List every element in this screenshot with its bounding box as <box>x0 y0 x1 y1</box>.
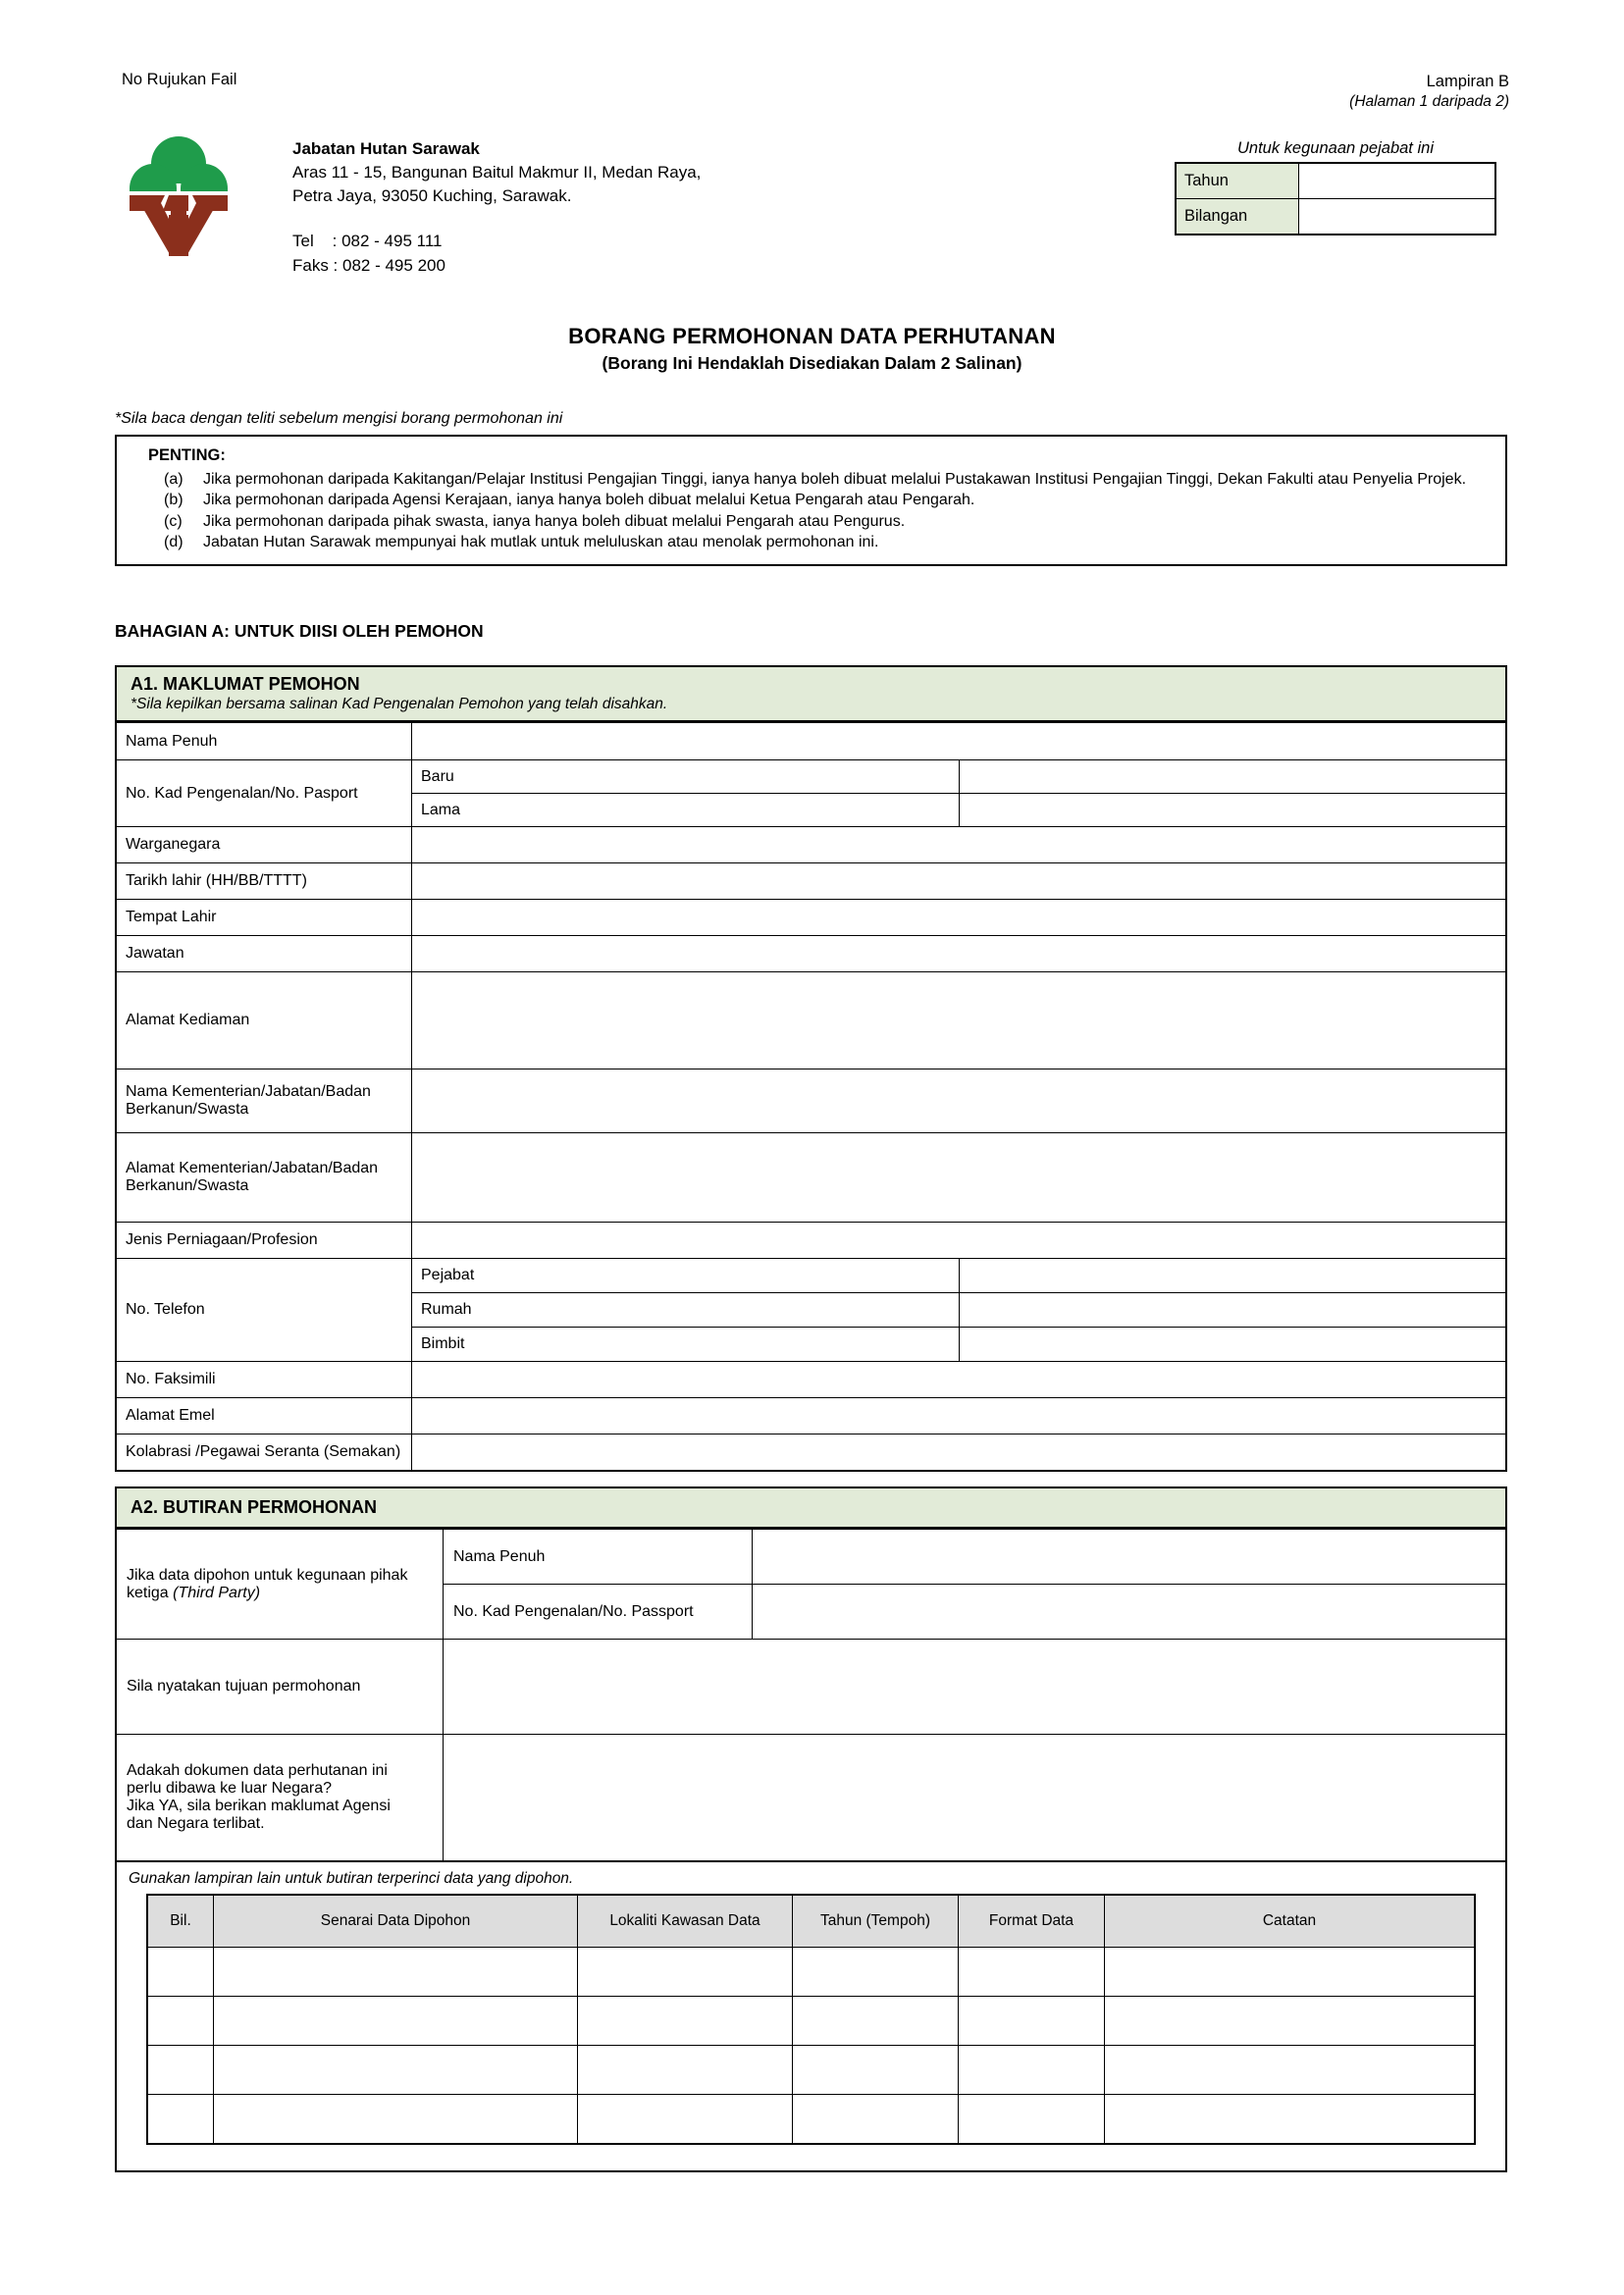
field-label-tempat-lahir: Tempat Lahir <box>116 900 412 936</box>
cell-catatan[interactable] <box>1105 1948 1476 1997</box>
important-list <box>129 469 1493 552</box>
table-row <box>116 900 1506 936</box>
field-input-tp-nama-penuh[interactable] <box>753 1530 1507 1585</box>
attachment-note: Gunakan lampiran lain untuk butiran terperinci data yang dipohon. <box>129 1870 574 1887</box>
table-row <box>116 863 1506 900</box>
section-a1 <box>115 665 1507 1472</box>
cell-lokaliti[interactable] <box>578 1997 793 2046</box>
cell-bil[interactable] <box>147 1997 214 2046</box>
list-marker: (d) <box>164 533 183 550</box>
table-row <box>116 723 1506 760</box>
table-row <box>147 2046 1475 2095</box>
field-label-no-faksimili: No. Faksimili <box>116 1362 412 1398</box>
field-sublabel-bimbit: Bimbit <box>412 1328 960 1362</box>
office-row-value-tahun[interactable] <box>1299 163 1496 199</box>
cell-lokaliti[interactable] <box>578 2046 793 2095</box>
luar-negara-line1: Adakah dokumen data perhutanan ini <box>127 1762 388 1779</box>
field-label-tarikh-lahir: Tarikh lahir (HH/BB/TTTT) <box>116 863 412 900</box>
office-row-value-bilangan[interactable] <box>1299 199 1496 235</box>
section-a2-title: A2. BUTIRAN PERMOHONAN <box>131 1497 378 1517</box>
field-input-alamat-kediaman[interactable] <box>412 972 1507 1069</box>
cell-bil[interactable] <box>147 2046 214 2095</box>
section-a1-title: A1. MAKLUMAT PEMOHON <box>131 674 360 694</box>
field-label-nama-penuh: Nama Penuh <box>116 723 412 760</box>
requested-data-box <box>115 1862 1507 2172</box>
field-input-kolabrasi[interactable] <box>412 1434 1507 1472</box>
column-header-lokaliti: Lokaliti Kawasan Data <box>578 1895 793 1948</box>
field-input-tp-no-kad[interactable] <box>753 1585 1507 1640</box>
important-heading: PENTING: <box>148 446 226 464</box>
section-a2 <box>115 1487 1507 2172</box>
field-input-telefon-bimbit[interactable] <box>959 1328 1506 1362</box>
field-sublabel-tp-nama-penuh: Nama Penuh <box>444 1530 753 1585</box>
table-row <box>116 1434 1506 1472</box>
cell-tahun[interactable] <box>793 2095 959 2145</box>
field-label-kolabrasi: Kolabrasi /Pegawai Seranta (Semakan) <box>116 1434 412 1472</box>
column-header-tahun: Tahun (Tempoh) <box>793 1895 959 1948</box>
field-input-alamat-kementerian[interactable] <box>412 1133 1507 1223</box>
field-input-tarikh-lahir[interactable] <box>412 863 1507 900</box>
table-row <box>116 1259 1506 1293</box>
section-a2-header <box>115 1487 1507 1529</box>
table-row <box>147 1948 1475 1997</box>
organization-name: Jabatan Hutan Sarawak <box>292 139 480 158</box>
list-text: Jika permohonan daripada pihak swasta, ianya hanya boleh dibuat melalui Pengarah atau Pengurus. <box>203 512 906 530</box>
field-input-luar-negara[interactable] <box>444 1735 1507 1862</box>
list-text: Jika permohonan daripada Kakitangan/Pelajar Institusi Pengajian Tinggi, ianya hanya boleh dibuat melalui Pustakawan Institusi Pengajian Tinggi, Dekan Fakulti atau Penyelia Projek. <box>203 471 1467 488</box>
list-item <box>164 532 1493 552</box>
luar-negara-line4: dan Negara terlibat. <box>127 1815 265 1832</box>
field-input-tujuan-permohonan[interactable] <box>444 1640 1507 1735</box>
cell-lokaliti[interactable] <box>578 1948 793 1997</box>
list-item <box>164 469 1493 490</box>
office-use-table <box>1175 162 1496 235</box>
field-input-warganegara[interactable] <box>412 827 1507 863</box>
table-row <box>147 1997 1475 2046</box>
column-header-bil: Bil. <box>147 1895 214 1948</box>
field-label-warganegara: Warganegara <box>116 827 412 863</box>
field-sublabel-tp-no-kad: No. Kad Pengenalan/No. Passport <box>444 1585 753 1640</box>
field-input-alamat-emel[interactable] <box>412 1398 1507 1434</box>
field-label-alamat-emel: Alamat Emel <box>116 1398 412 1434</box>
table-row <box>1176 163 1495 199</box>
cell-tahun[interactable] <box>793 2046 959 2095</box>
office-use-caption: Untuk kegunaan pejabat ini <box>1237 139 1434 157</box>
applicant-info-table <box>115 722 1507 1472</box>
column-header-senarai-data: Senarai Data Dipohon <box>214 1895 578 1948</box>
field-sublabel-rumah: Rumah <box>412 1293 960 1328</box>
office-use-block <box>1175 139 1496 235</box>
cell-senarai-data[interactable] <box>214 1948 578 1997</box>
field-label-third-party <box>116 1530 444 1640</box>
field-input-jenis-perniagaan[interactable] <box>412 1223 1507 1259</box>
file-reference-label: No Rujukan Fail <box>122 71 237 88</box>
table-row <box>147 2095 1475 2145</box>
third-party-emphasis: (Third Party) <box>173 1584 261 1601</box>
organization-address-line-1: Aras 11 - 15, Bangunan Baitul Makmur II, Medan Raya, <box>292 163 702 183</box>
field-label-jenis-perniagaan: Jenis Perniagaan/Profesion <box>116 1223 412 1259</box>
cell-tahun[interactable] <box>793 1948 959 1997</box>
column-header-catatan: Catatan <box>1105 1895 1476 1948</box>
third-party-line1: Jika data dipohon untuk kegunaan pihak <box>127 1566 408 1584</box>
organization-block <box>292 137 701 278</box>
read-carefully-note: *Sila baca dengan teliti sebelum mengisi borang permohonan ini <box>115 410 563 427</box>
office-row-label-tahun: Tahun <box>1176 163 1299 199</box>
list-item <box>164 511 1493 532</box>
field-sublabel-baru: Baru <box>412 760 960 794</box>
list-text: Jika permohonan daripada Agensi Kerajaan, ianya hanya boleh dibuat melalui Ketua Pengarah atau Pengarah. <box>203 492 975 509</box>
page-subtitle: (Borang Ini Hendaklah Disediakan Dalam 2 Salinan) <box>602 353 1022 373</box>
list-marker: (a) <box>164 471 183 488</box>
table-row <box>116 972 1506 1069</box>
organization-fax: Faks : 082 - 495 200 <box>292 255 445 275</box>
field-input-ic-baru[interactable] <box>959 760 1506 794</box>
field-sublabel-lama: Lama <box>412 794 960 827</box>
table-row <box>116 1398 1506 1434</box>
page-title: BORANG PERMOHONAN DATA PERHUTANAN <box>568 324 1056 348</box>
table-row <box>116 1362 1506 1398</box>
cell-format-data[interactable] <box>959 2046 1105 2095</box>
forest-department-logo-icon <box>128 130 230 258</box>
cell-bil[interactable] <box>147 1948 214 1997</box>
table-row <box>116 1069 1506 1133</box>
list-marker: (c) <box>164 512 183 530</box>
list-item <box>164 490 1493 510</box>
organization-telephone: Tel : 082 - 495 111 <box>292 232 443 251</box>
section-a1-header <box>115 665 1507 722</box>
organization-address-line-2: Petra Jaya, 93050 Kuching, Sarawak. <box>292 186 572 206</box>
table-row <box>116 1530 1506 1585</box>
field-label-no-kad-pengenalan: No. Kad Pengenalan/No. Pasport <box>116 760 412 827</box>
important-notice-box <box>115 435 1507 566</box>
cell-catatan[interactable] <box>1105 1997 1476 2046</box>
list-text: Jabatan Hutan Sarawak mempunyai hak mutlak untuk meluluskan atau menolak permohonan ini. <box>203 533 879 550</box>
field-sublabel-pejabat: Pejabat <box>412 1259 960 1293</box>
section-a1-note: *Sila kepilkan bersama salinan Kad Pengenalan Pemohon yang telah disahkan. <box>131 696 668 712</box>
field-input-tempat-lahir[interactable] <box>412 900 1507 936</box>
table-row <box>116 1133 1506 1223</box>
column-header-format-data: Format Data <box>959 1895 1105 1948</box>
field-input-ic-lama[interactable] <box>959 794 1506 827</box>
field-label-jawatan: Jawatan <box>116 936 412 972</box>
cell-catatan[interactable] <box>1105 2095 1476 2145</box>
field-label-tujuan-permohonan: Sila nyatakan tujuan permohonan <box>116 1640 444 1735</box>
luar-negara-line3: Jika YA, sila berikan maklumat Agensi <box>127 1798 391 1814</box>
cell-senarai-data[interactable] <box>214 1997 578 2046</box>
table-header-row <box>147 1895 1475 1948</box>
cell-catatan[interactable] <box>1105 2046 1476 2095</box>
cell-senarai-data[interactable] <box>214 2095 578 2145</box>
section-a-heading: BAHAGIAN A: UNTUK DIISI OLEH PEMOHON <box>115 621 484 641</box>
table-row <box>116 1640 1506 1735</box>
appendix-label: Lampiran B <box>1426 73 1509 90</box>
table-row <box>116 936 1506 972</box>
application-details-table <box>115 1529 1507 1862</box>
field-input-telefon-pejabat[interactable] <box>959 1259 1506 1293</box>
table-row <box>116 1223 1506 1259</box>
cell-lokaliti[interactable] <box>578 2095 793 2145</box>
field-input-jawatan[interactable] <box>412 936 1507 972</box>
field-label-alamat-kediaman: Alamat Kediaman <box>116 972 412 1069</box>
field-label-nama-kementerian: Nama Kementerian/Jabatan/Badan Berkanun/Swasta <box>116 1069 412 1133</box>
field-input-telefon-rumah[interactable] <box>959 1293 1506 1328</box>
page-number-label: (Halaman 1 daripada 2) <box>1349 93 1509 111</box>
field-label-alamat-kementerian: Alamat Kementerian/Jabatan/Badan Berkanun/Swasta <box>116 1133 412 1223</box>
table-row <box>1176 199 1495 235</box>
cell-format-data[interactable] <box>959 2095 1105 2145</box>
requested-data-table <box>146 1894 1476 2145</box>
field-label-luar-negara <box>116 1735 444 1862</box>
third-party-line2: ketiga <box>127 1584 174 1601</box>
table-row <box>116 1735 1506 1862</box>
table-row <box>116 760 1506 794</box>
cell-tahun[interactable] <box>793 1997 959 2046</box>
field-label-no-telefon: No. Telefon <box>116 1259 412 1362</box>
cell-format-data[interactable] <box>959 1997 1105 2046</box>
cell-senarai-data[interactable] <box>214 2046 578 2095</box>
table-row <box>116 827 1506 863</box>
field-input-nama-penuh[interactable] <box>412 723 1507 760</box>
appendix-info <box>1349 71 1509 113</box>
cell-bil[interactable] <box>147 2095 214 2145</box>
luar-negara-line2: perlu dibawa ke luar Negara? <box>127 1780 333 1797</box>
office-row-label-bilangan: Bilangan <box>1176 199 1299 235</box>
field-input-no-faksimili[interactable] <box>412 1362 1507 1398</box>
cell-format-data[interactable] <box>959 1948 1105 1997</box>
field-input-nama-kementerian[interactable] <box>412 1069 1507 1133</box>
list-marker: (b) <box>164 492 183 509</box>
